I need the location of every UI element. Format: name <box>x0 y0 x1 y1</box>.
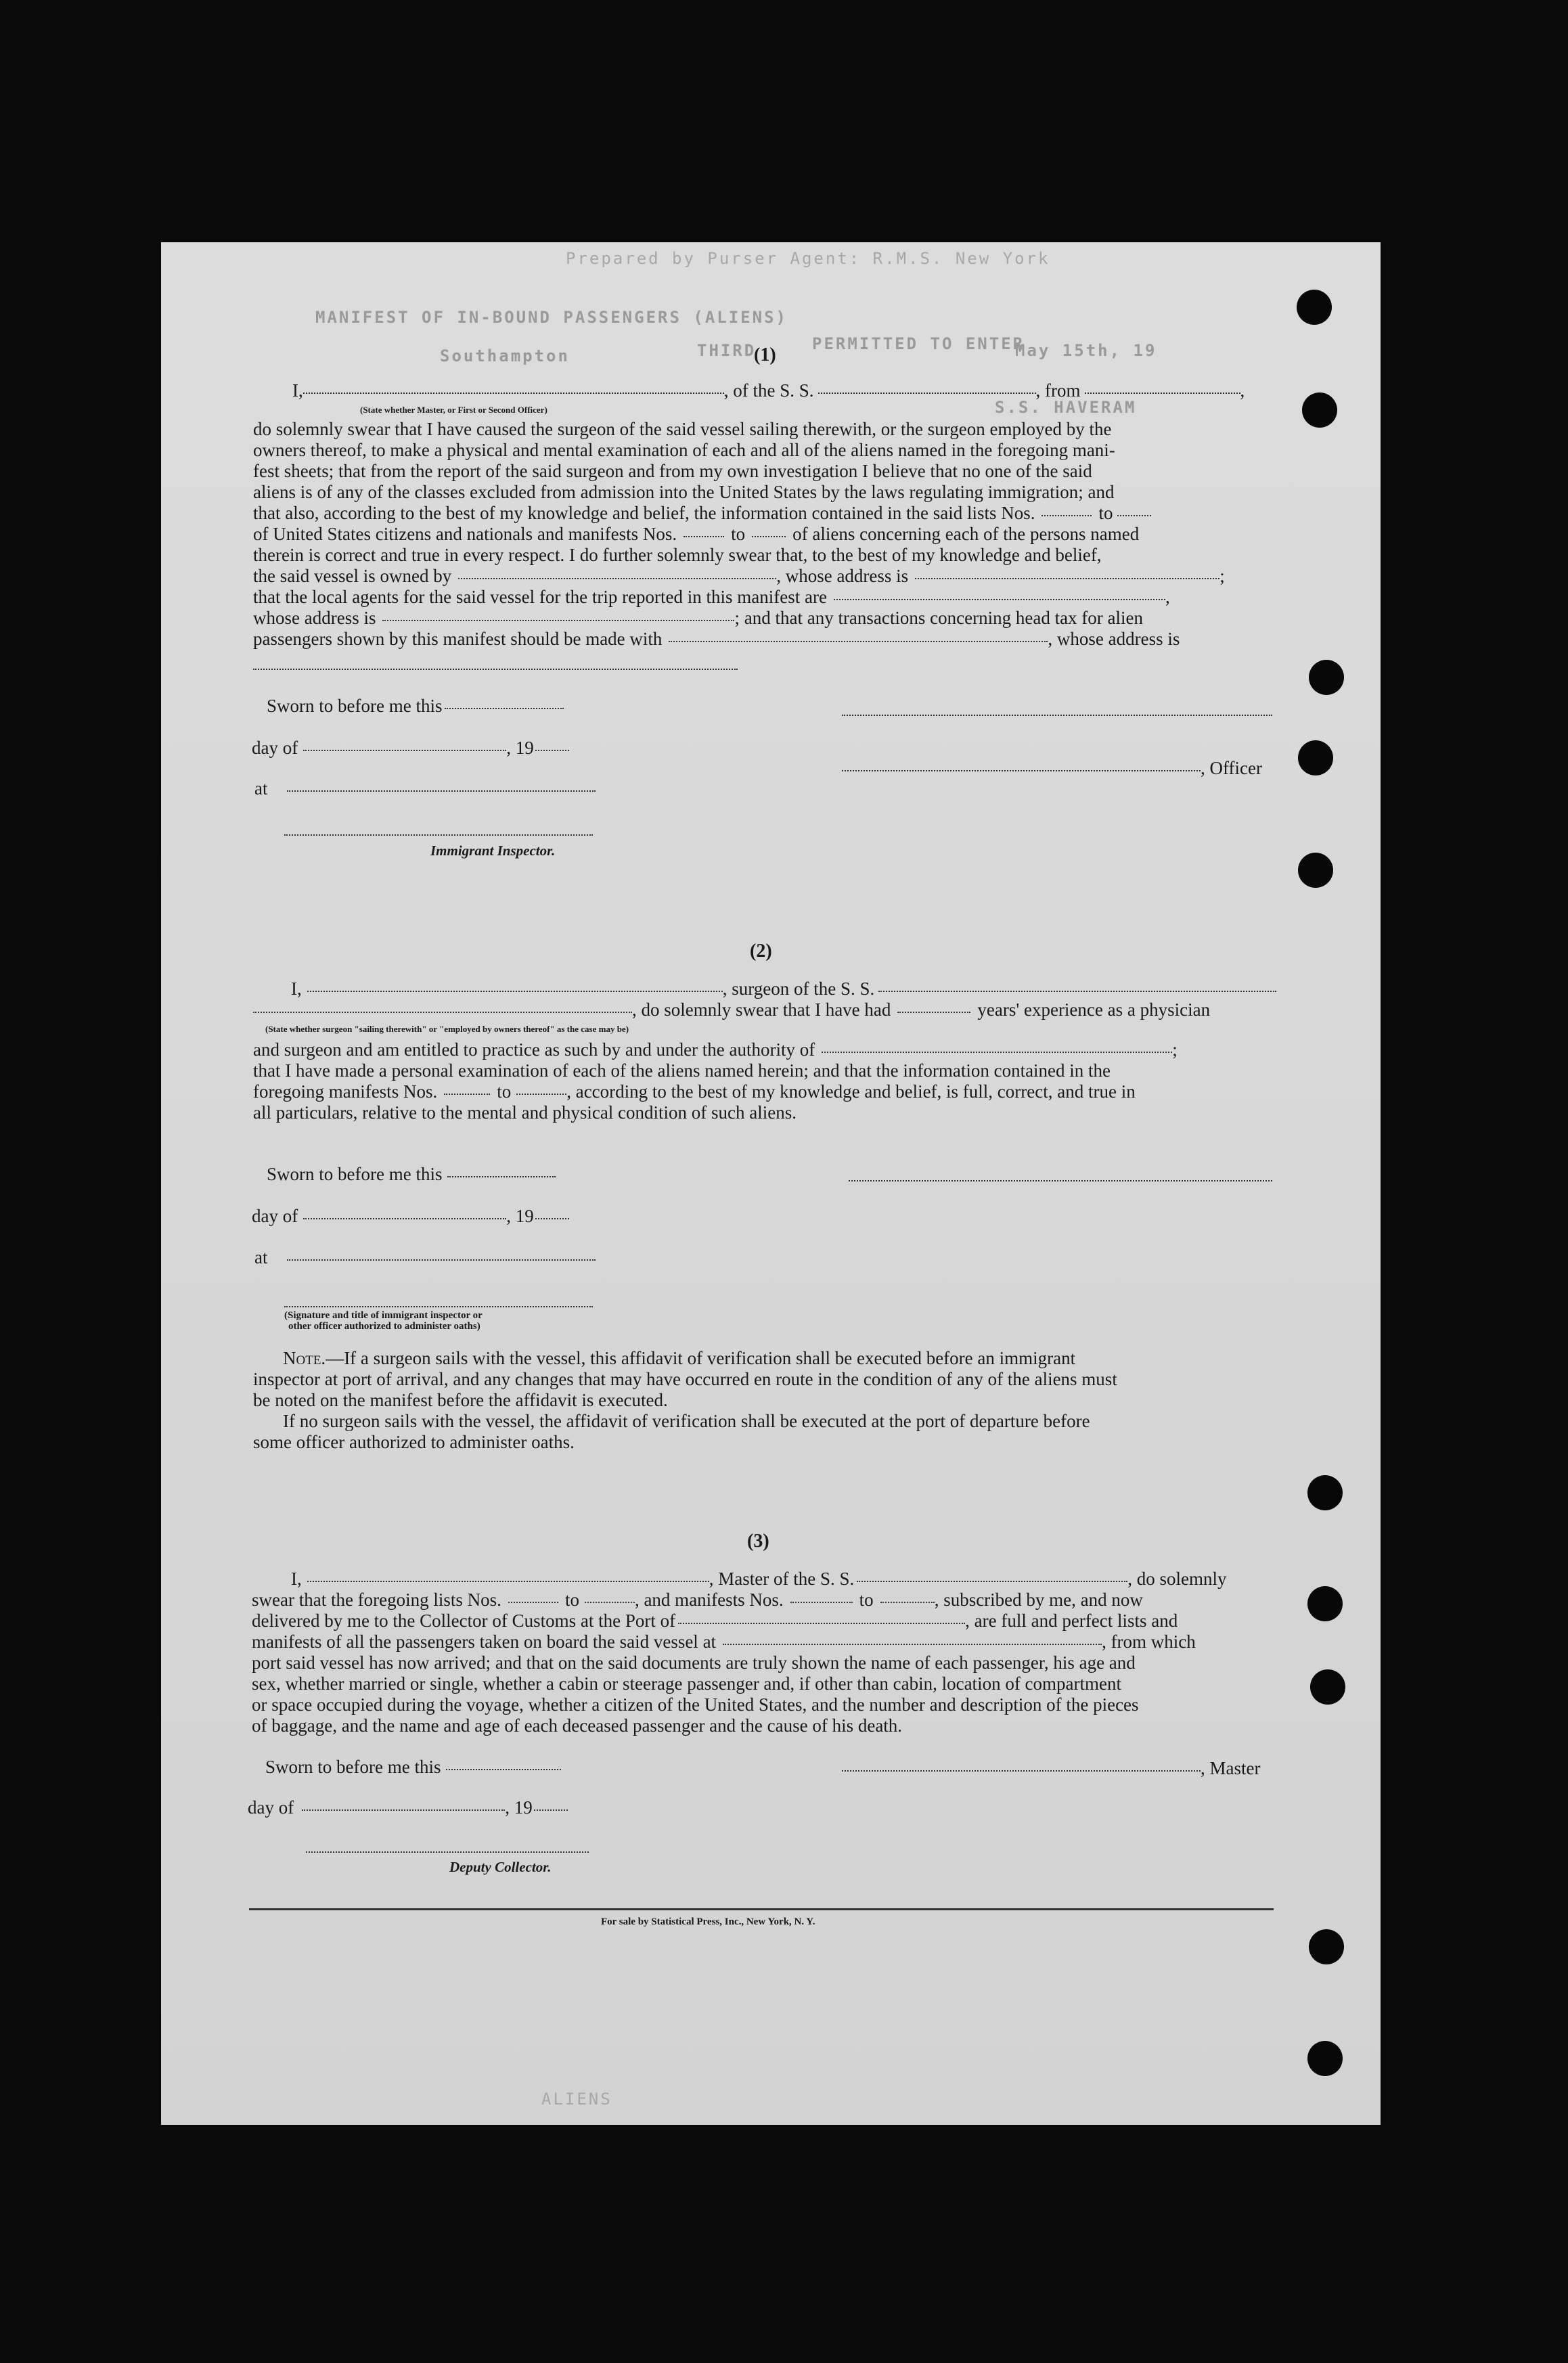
footer-imprint: For sale by Statistical Press, Inc., New York, N. Y. <box>601 1916 815 1927</box>
blank-departure-port[interactable] <box>723 1644 1102 1645</box>
text: manifests of all the passengers taken on board the said vessel at <box>252 1631 717 1652</box>
text: , <box>1240 380 1245 401</box>
blank-port[interactable] <box>678 1623 965 1624</box>
text: , subscribed by me, and now <box>934 1590 1143 1610</box>
punch-hole <box>1307 1586 1343 1621</box>
officer-signature-line[interactable] <box>284 1306 593 1307</box>
blank-at[interactable] <box>287 1259 596 1261</box>
text: , do solemnly swear that I have had <box>632 999 891 1020</box>
blank-year[interactable] <box>535 1218 569 1219</box>
ghost-footer-line: ALIENS <box>541 2090 612 2109</box>
day-of-label <box>252 1206 569 1227</box>
blank-sworn-date[interactable] <box>445 708 564 709</box>
text: —If a surgeon sails with the vessel, this affidavit of verification shall be executed before an immigrant <box>326 1348 1076 1368</box>
deputy-label: Deputy Collector. <box>449 1859 552 1875</box>
text: , 19 <box>505 1797 533 1818</box>
punch-hole <box>1298 853 1333 888</box>
para-line: of baggage, and the name and age of each deceased passenger and the cause of his death. <box>252 1715 903 1736</box>
blank-nos-to[interactable] <box>516 1094 566 1095</box>
punch-hole <box>1298 740 1333 775</box>
text: , Officer <box>1201 758 1262 778</box>
para-line <box>253 524 1139 545</box>
ghost-header-line: S.S. HAVERAM <box>995 398 1137 417</box>
para-line <box>252 1590 1143 1611</box>
note-line: inspector at port of arrival, and any changes that may have occurred en route in the condition of any of the aliens must <box>253 1369 1117 1389</box>
text: and surgeon and am entitled to practice as such by and under the authority of <box>253 1039 815 1060</box>
para-line: do solemnly swear that I have caused the surgeon of the said vessel sailing therewith, or the surgeon employed by the <box>253 419 1112 439</box>
text: of aliens concerning each of the persons named <box>792 524 1140 544</box>
text: , from <box>1035 380 1081 401</box>
text: of United States citizens and nationals and manifests Nos. <box>253 524 677 544</box>
inspector-label: Immigrant Inspector. <box>430 842 556 859</box>
section-3-number: (3) <box>747 1531 769 1552</box>
para-line <box>252 1611 1178 1631</box>
ghost-header-line: PERMITTED TO ENTER <box>812 334 1025 353</box>
section-2-line <box>291 978 1276 999</box>
footer-rule <box>249 1908 1274 1910</box>
para-line <box>253 1039 1178 1060</box>
punch-hole <box>1297 290 1332 325</box>
section-2-note: (State whether surgeon "sailing therewith" or "employed by owners thereof" as the case may be) <box>265 1024 629 1034</box>
text: to <box>564 1590 579 1610</box>
day-of-label <box>248 1797 568 1818</box>
blank-manifest-to[interactable] <box>752 536 786 537</box>
blank-manifests-to[interactable] <box>880 1602 935 1603</box>
para-line: fest sheets; that from the report of the said surgeon and from my own investigation I believe that no one of the said <box>253 461 1092 481</box>
note-line: be noted on the manifest before the affidavit is executed. <box>253 1390 668 1410</box>
signature-note: other officer authorized to administer oaths) <box>288 1321 480 1332</box>
para-line: sex, whether married or single, whether a cabin or steerage passenger and, if other than cabin, location of compartment <box>252 1673 1122 1694</box>
punch-hole <box>1307 2041 1343 2076</box>
section-2-line <box>253 999 1210 1020</box>
text: Sworn to before me this <box>265 1757 441 1777</box>
blank-head-tax[interactable] <box>669 641 1048 642</box>
blank-day[interactable] <box>303 750 506 751</box>
blank-authority[interactable] <box>822 1052 1172 1053</box>
officer-line <box>842 758 1262 779</box>
blank-sworn-date[interactable] <box>447 1176 556 1177</box>
para-line: owners thereof, to make a physical and mental examination of each and all of the aliens named in the foregoing mani- <box>253 440 1115 460</box>
blank-from[interactable] <box>1085 392 1240 394</box>
para-line: aliens is of any of the classes excluded from admission into the United States by the laws regulating immigration; and <box>253 482 1115 502</box>
blank-year[interactable] <box>535 750 569 751</box>
sworn-label <box>267 1164 556 1185</box>
text: to <box>731 524 746 544</box>
text: , according to the best of my knowledge and belief, is full, correct, and true in <box>566 1081 1136 1102</box>
text: foregoing manifests Nos. <box>253 1081 438 1102</box>
blank-master-name[interactable] <box>307 1581 709 1582</box>
master-signature-line[interactable] <box>842 1770 1201 1772</box>
surgeon-signature-line[interactable] <box>849 1180 1272 1182</box>
blank-lists-from[interactable] <box>508 1602 558 1603</box>
text: delivered by me to the Collector of Customs at the Port of <box>252 1611 676 1631</box>
text: , from which <box>1102 1631 1196 1652</box>
ghost-header-line: THIRD <box>697 341 757 360</box>
text: to <box>859 1590 874 1610</box>
signature-note: (Signature and title of immigrant inspector or <box>284 1310 483 1321</box>
blank-nos-from[interactable] <box>444 1094 490 1095</box>
text: that also, according to the best of my knowledge and belief, the information contained in the said lists Nos. <box>253 503 1035 523</box>
text: years' experience as a physician <box>977 999 1211 1020</box>
text: , Master <box>1201 1758 1261 1778</box>
deputy-signature-line[interactable] <box>306 1851 589 1853</box>
blank-year[interactable] <box>534 1809 568 1811</box>
ghost-header-line: Southampton <box>440 346 570 365</box>
text: Sworn to before me this <box>267 1164 443 1184</box>
text: day of <box>252 738 298 758</box>
officer-signature-line-2[interactable] <box>842 770 1201 771</box>
punch-hole <box>1309 1929 1344 1964</box>
section-3-line <box>291 1569 1226 1590</box>
ghost-header-line: MANIFEST OF IN-BOUND PASSENGERS (ALIENS) <box>315 308 788 327</box>
blank-lists-to[interactable] <box>585 1602 635 1603</box>
text: , <box>1165 587 1170 607</box>
punch-hole <box>1310 1669 1345 1705</box>
text: , are full and perfect lists and <box>965 1611 1178 1631</box>
at-label <box>254 1247 596 1268</box>
blank-owner-address[interactable] <box>915 578 1219 579</box>
text: , of the S. S. <box>723 380 814 401</box>
blank-head-tax-address[interactable] <box>253 669 738 670</box>
note-label: Note. <box>283 1348 326 1368</box>
ghost-header-line: Prepared by Purser Agent: R.M.S. New York <box>566 249 1050 268</box>
text: passengers shown by this manifest should be made with <box>253 629 663 649</box>
text: ; and that any transactions concerning head tax for alien <box>734 608 1144 628</box>
text: at <box>254 778 268 798</box>
section-2-number: (2) <box>750 941 772 962</box>
blank-vessel[interactable] <box>818 392 1036 394</box>
master-line <box>842 1758 1260 1779</box>
text: ; <box>1172 1039 1178 1060</box>
at-label <box>254 778 596 799</box>
blank-surgeon-vessel[interactable] <box>878 991 1276 992</box>
text: ; <box>1219 566 1225 586</box>
para-line: that I have made a personal examination of each of the aliens named herein; and that the information contained in the <box>253 1060 1111 1081</box>
punch-hole <box>1307 1475 1343 1510</box>
blank-at[interactable] <box>287 790 596 792</box>
para-line <box>253 587 1170 608</box>
note-line: If no surgeon sails with the vessel, the affidavit of verification shall be executed at the port of departure before <box>283 1411 1090 1431</box>
text: I, <box>291 1569 302 1589</box>
text: to <box>1098 503 1113 523</box>
blank-manifests-from[interactable] <box>790 1602 853 1603</box>
note-line: some officer authorized to administer oaths. <box>253 1432 575 1452</box>
sworn-label <box>267 696 564 717</box>
para-line <box>253 566 1225 587</box>
text: that the local agents for the said vessel for the trip reported in this manifest are <box>253 587 827 607</box>
section-1-note: (State whether Master, or First or Second Officer) <box>360 405 547 415</box>
blank-owner[interactable] <box>458 578 776 579</box>
blank-sworn-date[interactable] <box>446 1769 561 1770</box>
punch-hole <box>1309 660 1344 695</box>
day-of-label <box>252 738 569 759</box>
blank-manifest-from[interactable] <box>684 536 724 537</box>
ghost-header-line: May 15th, 19 <box>1015 341 1157 360</box>
para-line <box>253 503 1151 524</box>
blank-surgeon-name[interactable] <box>307 991 723 992</box>
text: day of <box>248 1797 294 1818</box>
text: swear that the foregoing lists Nos. <box>252 1590 501 1610</box>
text: the said vessel is owned by <box>253 566 452 586</box>
blank-day[interactable] <box>302 1809 505 1811</box>
inspector-signature-line[interactable] <box>284 834 593 836</box>
blank-agents[interactable] <box>834 599 1165 600</box>
section-1-number: (1) <box>754 344 776 365</box>
para-line <box>253 608 1143 629</box>
para-line: all particulars, relative to the mental and physical condition of such aliens. <box>253 1102 797 1123</box>
text: , do solemnly <box>1127 1569 1227 1589</box>
text: , and manifests Nos. <box>634 1590 784 1610</box>
para-line: or space occupied during the voyage, whether a citizen of the United States, and the number and description of the pieces <box>252 1694 1139 1715</box>
blank-master-vessel[interactable] <box>857 1581 1127 1582</box>
para-line: port said vessel has now arrived; and that on the said documents are truly shown the name of each passenger, his age and <box>252 1652 1136 1673</box>
text: day of <box>252 1206 298 1226</box>
text: at <box>254 1247 268 1267</box>
para-line <box>253 629 1180 650</box>
blank-officer[interactable] <box>303 392 724 394</box>
note-line <box>283 1348 1075 1369</box>
blank-years[interactable] <box>897 1012 970 1013</box>
blank-list-from[interactable] <box>1041 515 1092 516</box>
para-line: therein is correct and true in every respect. I do further solemnly swear that, to the best of my knowledge and belief, <box>253 545 1102 565</box>
blank-surgeon-status[interactable] <box>253 1012 632 1013</box>
text: , Master of the S. S. <box>709 1569 855 1589</box>
text: , whose address is <box>776 566 909 586</box>
para-line <box>252 1631 1196 1652</box>
text: to <box>497 1081 512 1102</box>
text: I, <box>292 380 303 401</box>
text: , whose address is <box>1048 629 1180 649</box>
section-1-line <box>292 380 1245 401</box>
text: , 19 <box>506 1206 534 1226</box>
blank-list-to[interactable] <box>1117 515 1151 516</box>
text: Sworn to before me this <box>267 696 443 716</box>
text: I, <box>291 978 302 999</box>
punch-hole <box>1302 392 1337 428</box>
text: whose address is <box>253 608 376 628</box>
blank-day[interactable] <box>303 1218 506 1219</box>
text: , 19 <box>506 738 534 758</box>
blank-agents-address[interactable] <box>382 620 734 621</box>
officer-signature-line-1[interactable] <box>842 715 1272 716</box>
sworn-label <box>265 1757 561 1778</box>
para-line <box>253 1081 1136 1102</box>
text: , surgeon of the S. S. <box>722 978 875 999</box>
